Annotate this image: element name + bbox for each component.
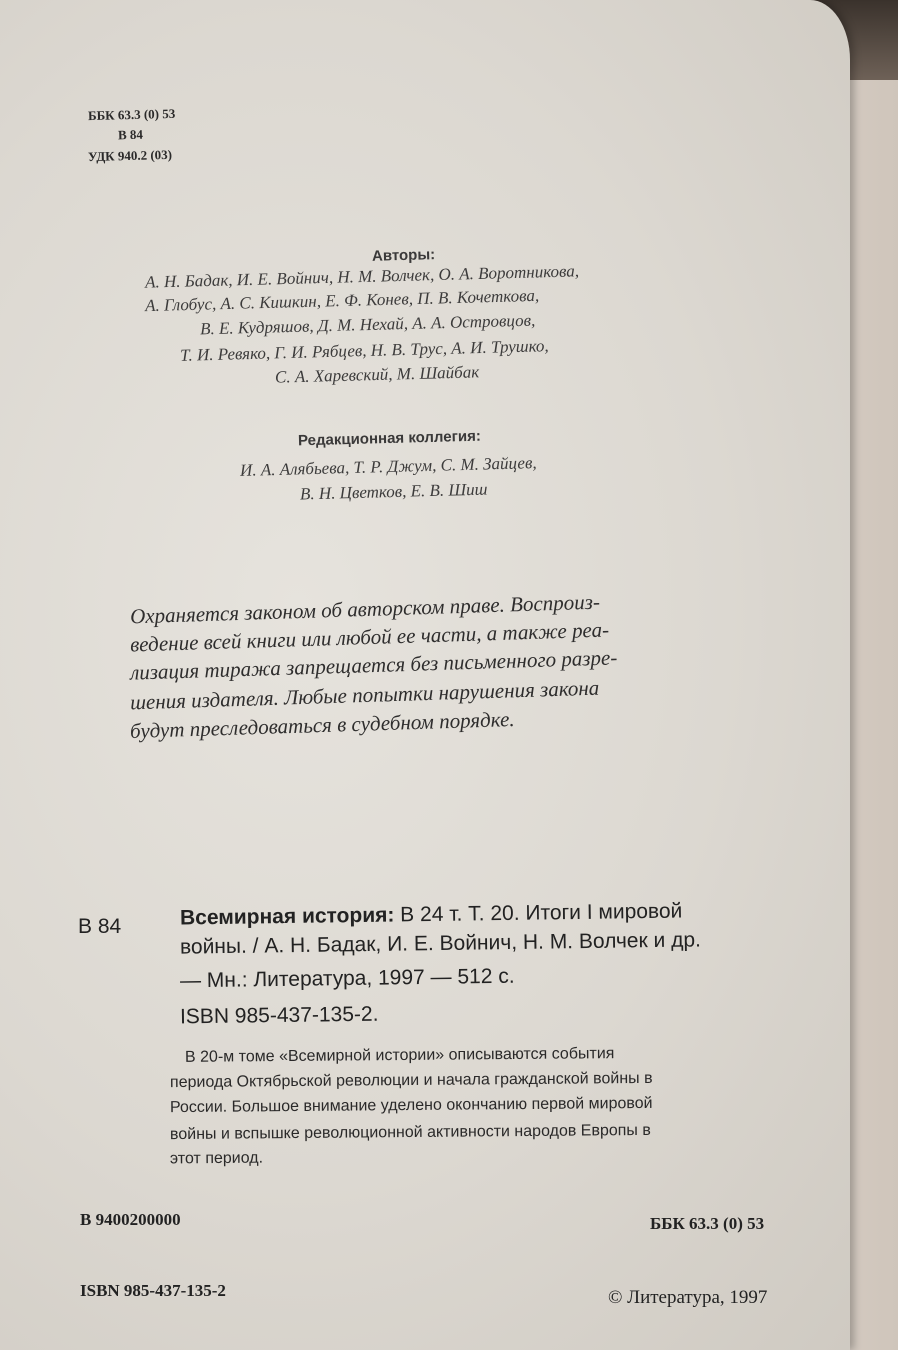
annotation-line: России. Большое внимание уделено окончанию первой мировой (169, 1094, 653, 1117)
authors-heading: Авторы: (371, 246, 436, 265)
book-title: Всемирная история: (179, 903, 395, 930)
author-line: В. Е. Кудряшов, Д. М. Нехай, А. А. Островцов, (199, 310, 536, 339)
author-line: А. Н. Бадак, И. Е. Войнич, Н. М. Волчек, О. А. Воротникова, (144, 261, 580, 292)
annotation-line: войны и вспышке революционной активности народов Европы в (169, 1121, 651, 1144)
annotation-line: этот период. (169, 1149, 264, 1168)
catalog-title-line (180, 899, 683, 930)
footer-bbk: ББК 63.3 (0) 53 (650, 1214, 765, 1233)
volume-info: В 24 т. Т. 20. Итоги I мировой (394, 899, 683, 927)
footer-publisher: © Литература, 1997 (608, 1287, 768, 1308)
bbk-code-top: ББК 63.3 (0) 53 (87, 105, 176, 124)
author-line: А. Глобус, А. С. Кишкин, Е. Ф. Конев, П. В. Кочеткова, (144, 285, 540, 316)
notice-line: Охраняется законом об авторском праве. Воспроиз- (129, 589, 601, 629)
annotation-line: периода Октябрьской революции и начала гражданской войны в (169, 1069, 653, 1092)
catalog-authors-line: войны. / А. Н. Бадак, И. Е. Войнич, Н. М. Волчек и др. (179, 928, 702, 959)
author-code-top: В 84 (117, 126, 144, 143)
editorial-heading: Редакционная коллегия: (297, 427, 482, 450)
editorial-line: В. Н. Цветков, Е. В. Шиш (299, 479, 488, 504)
author-line: С. А. Харевский, М. Шайбак (274, 362, 480, 387)
notice-line: ведение всей книги или любой ее части, а также реа- (129, 617, 610, 657)
notice-line: будут преследоваться в судебном порядке. (129, 706, 515, 744)
catalog-isbn: ISBN 985-437-135-2. (179, 1002, 379, 1029)
catalog-code: В 84 (78, 915, 122, 938)
udk-code: УДК 940.2 (03) (87, 146, 173, 165)
footer-isbn: ISBN 985-437-135-2 (80, 1281, 226, 1300)
annotation-line: В 20-м томе «Всемирной истории» описываются события (184, 1045, 615, 1066)
author-line: Т. И. Ревяко, Г. И. Рябцев, Н. В. Трус, А. И. Трушко, (179, 336, 549, 365)
catalog-publication-line: — Мн.: Литература, 1997 — 512 с. (179, 964, 515, 993)
editorial-line: И. А. Алябьева, Т. Р. Джум, С. М. Зайцев, (239, 453, 537, 480)
notice-line: лизация тиража запрещается без письменного разре- (129, 645, 618, 685)
footer-code: В 9400200000 (80, 1210, 181, 1229)
notice-line: шения издателя. Любые попытки нарушения закона (129, 675, 600, 715)
